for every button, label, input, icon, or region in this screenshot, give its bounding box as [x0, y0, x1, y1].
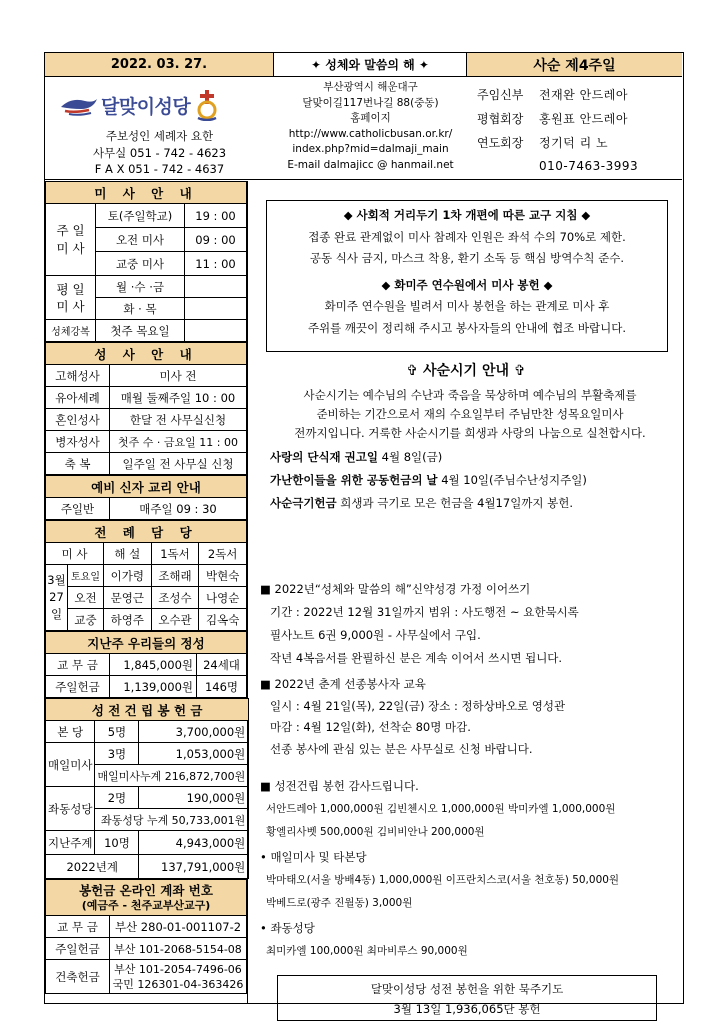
building-count: 10명: [95, 831, 139, 855]
bible-line: 기간 : 2022년 12월 31일까지 범위 : 사도행전 ~ 요한묵시록: [270, 605, 579, 619]
account-title-text: 봉헌금 온라인 계좌 번호: [79, 882, 213, 898]
lent-para: 준비하는 기간으로서 재의 수요일부터 주님만찬 성목요일미사: [316, 407, 624, 421]
header-bar: [45, 53, 682, 77]
thanks-subtitle: • 매일미사 및 타본당: [260, 850, 367, 864]
sacrament-name: 축 복: [46, 453, 110, 475]
catechumen-table: [45, 475, 247, 520]
thanks-line: 박베드로(광주 진월동) 3,000원: [266, 897, 413, 909]
lent-body: [260, 386, 680, 515]
patron-saint: 주보성인 세례자 요한: [105, 129, 214, 143]
lent-item: 사순극기헌금 희생과 극기로 모은 헌금을 4월17일까지 봉헌.: [270, 496, 574, 510]
liturgy-person: 조성수: [151, 587, 199, 609]
address-line: 달맞이길117번나길 88(중동): [302, 96, 439, 109]
fax-number: F A X 051 - 742 - 4637: [94, 162, 225, 176]
liturgy-date: 3월 27일: [46, 565, 68, 631]
liturgy-person: 박현숙: [199, 565, 247, 587]
mass-time: [185, 298, 247, 320]
thanks-section: [260, 775, 680, 963]
mass-schedule-table: [45, 181, 247, 342]
office-phone: 사무실 051 - 742 - 4623: [92, 146, 227, 160]
bible-title: ■ 2022년“성체와 말씀의 해”신약성경 가정 이어쓰기: [260, 582, 531, 596]
mass-name: 교중 미사: [96, 252, 185, 276]
building-amount: 4,943,000원: [139, 831, 249, 855]
building-name: 지난주계: [46, 831, 95, 855]
lent-title: ✞ 사순시기 안내 ✞: [406, 363, 526, 379]
sacrament-name: 고해성사: [46, 365, 110, 387]
liturgy-mass: 교중: [68, 609, 104, 631]
liturgy-header: 미 사: [46, 543, 104, 565]
offering-table: [45, 631, 247, 698]
staff-row: 평협회장 홍원표 안드레아: [477, 111, 628, 126]
account-title: [46, 880, 247, 916]
bible-line: 필사노트 6권 9,000원 - 사무실에서 구입.: [270, 628, 481, 642]
mass-name: 토(주일학교): [96, 204, 185, 228]
building-amount: 1,053,000원: [139, 743, 249, 765]
notice-line: 화미주 연수원을 빌려서 미사 봉헌을 하는 관계로 미사 후: [324, 299, 610, 313]
daily-mass-label: 매일미사: [46, 743, 95, 787]
building-title: 성 전 건 립 봉 헌 금: [46, 699, 249, 721]
mass-time: [185, 276, 247, 298]
liturgy-person: 하영주: [104, 609, 152, 631]
account-number: 부산 101-2068-5154-08: [110, 938, 247, 960]
mass-name: 오전 미사: [96, 228, 185, 252]
year-total-amount: 137,791,000원: [139, 855, 249, 879]
account-name: 주일헌금: [46, 938, 110, 960]
rosary-box: [277, 975, 657, 1021]
parish-info: [45, 78, 682, 180]
jwadong-total: 좌동성당 누계 50,733,001원: [95, 809, 249, 831]
offering-name: 교 무 금: [46, 654, 110, 676]
notice-line: 접종 완료 관계없이 미사 참례자 인원은 좌석 수의 70%로 제한.: [308, 229, 626, 244]
right-column: [250, 181, 682, 1016]
training-section: [260, 673, 680, 761]
bulletin-page: [44, 52, 684, 1016]
year-total-label: 2022년계: [46, 855, 139, 879]
sacrament-value: 한달 전 사무실신청: [110, 409, 247, 431]
holy-hour-empty: [185, 320, 247, 342]
sacrament-title: 성 사 안 내: [46, 343, 247, 365]
building-amount: 3,700,000원: [139, 721, 249, 743]
address-line: 부산광역시 해운대구: [323, 81, 418, 93]
mass-name: 월 ·수 ·금: [96, 276, 185, 298]
liturgy-mass: 오전: [68, 587, 104, 609]
training-line: 마감 : 4월 12일(화), 선착순 80명 마감.: [270, 720, 471, 734]
year-theme: ✦ 성체와 말씀의 해 ✦: [274, 53, 467, 76]
account-table: [45, 879, 247, 994]
building-count: 3명: [95, 743, 139, 765]
thanks-line: 서안드레아 1,000,000원 김빈첸시오 1,000,000원 박미카엘 1,000,000원: [266, 803, 616, 815]
homepage-url: http://www.catholicbusan.or.kr/: [288, 127, 453, 140]
lent-para: 전까지입니다. 거룩한 사순시기를 희생과 사랑의 나눔으로 실천합시다.: [294, 426, 646, 440]
thanks-line: 박마태오(서울 방배4동) 1,000,000원 이프란치스코(서울 천호동) 50,000원: [266, 874, 620, 886]
sacrament-value: 첫주 수 · 금요일 11 : 00: [110, 431, 247, 453]
sacrament-table: [45, 342, 247, 475]
sunday-mass-label: 주 일 미 사: [46, 204, 96, 276]
thanks-subtitle: • 좌동성당: [260, 921, 315, 935]
liturgy-mass: 토요일: [68, 565, 104, 587]
liturgical-week: 사순 제4주일: [467, 53, 682, 76]
holy-hour-label: 성체강복: [46, 320, 96, 342]
staff-list: [477, 82, 682, 178]
left-column: [45, 181, 248, 1003]
bible-section: [260, 578, 680, 670]
notice-line: 공동 식사 금지, 마스크 착용, 환기 소독 등 핵심 방역수칙 준수.: [309, 251, 625, 265]
lent-item: 사랑의 단식재 권고일 4월 8일(금): [270, 450, 443, 464]
account-number: 부산 280-01-001107-2: [110, 916, 247, 938]
liturgy-table: [45, 520, 247, 631]
notice-title: ◆ 사회적 거리두기 1차 개편에 따른 교구 지침 ◆: [343, 208, 591, 222]
liturgy-title: 전 례 담 당: [46, 521, 247, 543]
liturgy-person: 나영순: [199, 587, 247, 609]
sacrament-value: 미사 전: [110, 365, 247, 387]
lent-para: 사순시기는 예수님의 수난과 죽음을 묵상하며 예수님의 부활축제를: [303, 388, 637, 402]
offering-title: 지난주 우리들의 정성: [46, 632, 247, 654]
notice-box: [266, 200, 668, 352]
weekday-mass-label: 평 일 미 사: [46, 276, 96, 320]
building-amount: 190,000원: [139, 787, 249, 809]
liturgy-header: 1독서: [151, 543, 199, 565]
mass-time: 11 : 00: [185, 252, 247, 276]
staff-row: 주임신부 전재완 안드레아: [477, 87, 628, 102]
thanks-title: ■ 성전건립 봉헌 감사드립니다.: [260, 779, 419, 793]
mass-title: 미 사 안 내: [46, 182, 247, 204]
thanks-line: 황엘리사벳 500,000원 김비비안나 200,000원: [266, 826, 485, 838]
building-count: 5명: [95, 721, 139, 743]
notice-line: 주위를 깨끗이 정리해 주시고 봉사자들의 안내에 협조 바랍니다.: [307, 320, 627, 335]
liturgy-person: 오수관: [151, 609, 199, 631]
lent-item: 가난한이들을 위한 공동헌금의 날 4월 10일(주님수난성지주일): [270, 473, 587, 487]
offering-name: 주일헌금: [46, 676, 110, 698]
training-line: 일시 : 4월 21일(목), 22일(금) 장소 : 정하상바오로 영성관: [270, 699, 566, 713]
catechumen-label: 주일반: [46, 498, 110, 520]
mass-time: 19 : 00: [185, 204, 247, 228]
build-account-numbers: 부산 101-2054-7496-06 국민 126301-04-363426: [110, 960, 247, 994]
account-name: 교 무 금: [46, 916, 110, 938]
sacrament-name: 혼인성사: [46, 409, 110, 431]
catechumen-value: 매주일 09 : 30: [110, 498, 247, 520]
rosary-title: 달맞이성당 성전 봉헌을 위한 묵주기도: [370, 982, 564, 996]
liturgy-header: 해 설: [104, 543, 152, 565]
sacrament-value: 매월 둘째주일 10 : 00: [110, 387, 247, 409]
liturgy-person: 이가령: [104, 565, 152, 587]
mass-name: 화 · 목: [96, 298, 185, 320]
homepage-label: 홈페이지: [350, 112, 391, 124]
training-line: 선종 봉사에 관심 있는 분은 사무실로 신청 바랍니다.: [270, 742, 533, 756]
holy-hour-value: 첫주 목요일: [96, 320, 185, 342]
cross-emblem-icon: [194, 89, 220, 121]
homepage-url-path: index.php?mid=dalmaji_main: [292, 143, 449, 155]
staff-phone: 010-7463-3993: [539, 159, 639, 173]
offering-extra: 24세대: [197, 654, 247, 676]
offering-extra: 146명: [197, 676, 247, 698]
bulletin-date: 2022. 03. 27.: [45, 53, 274, 76]
build-account-label: 건축헌금: [46, 960, 110, 994]
sacrament-value: 일주일 전 사무실 신청: [110, 453, 247, 475]
building-count: 2명: [95, 787, 139, 809]
liturgy-header: 2독서: [199, 543, 247, 565]
building-fund-table: [45, 698, 249, 879]
rosary-count: 3월 13일 1,936,065단 봉헌: [393, 1002, 541, 1016]
thanks-line: 최미카엘 100,000원 최마비루스 90,000원: [266, 945, 468, 957]
sacrament-name: 유아세례: [46, 387, 110, 409]
offering-amount: 1,139,000원: [110, 676, 197, 698]
parish-name: 달맞이성당: [101, 95, 191, 118]
training-title: ■ 2022년 춘계 선종봉사자 교육: [260, 677, 426, 691]
bible-line: 작년 4복음서를 완필하신 분은 계속 이어서 쓰시면 됩니다.: [270, 651, 563, 665]
building-name: 본 당: [46, 721, 95, 743]
mass-time: 09 : 00: [185, 228, 247, 252]
sacrament-name: 병자성사: [46, 431, 110, 453]
staff-row: 연도회장 정기덕 리 노: [477, 135, 609, 150]
dove-icon: [59, 93, 99, 117]
address-block: [274, 80, 467, 173]
account-subtitle: (예금주 - 천주교부산교구): [81, 898, 211, 912]
liturgy-person: 김옥숙: [199, 609, 247, 631]
daily-mass-total: 매일미사누계 216,872,700원: [95, 765, 249, 787]
jwadong-label: 좌동성당: [46, 787, 95, 831]
notice-title: ◆ 화미주 연수원에서 미사 봉헌 ◆: [381, 277, 553, 292]
parish-logo: [59, 88, 259, 122]
liturgy-person: 문영근: [104, 587, 152, 609]
catechumen-title: 예비 신자 교리 안내: [46, 476, 247, 498]
email-address: E-mail dalmajicc @ hanmail.net: [287, 158, 454, 171]
offering-amount: 1,845,000원: [110, 654, 197, 676]
liturgy-person: 조해래: [151, 565, 199, 587]
